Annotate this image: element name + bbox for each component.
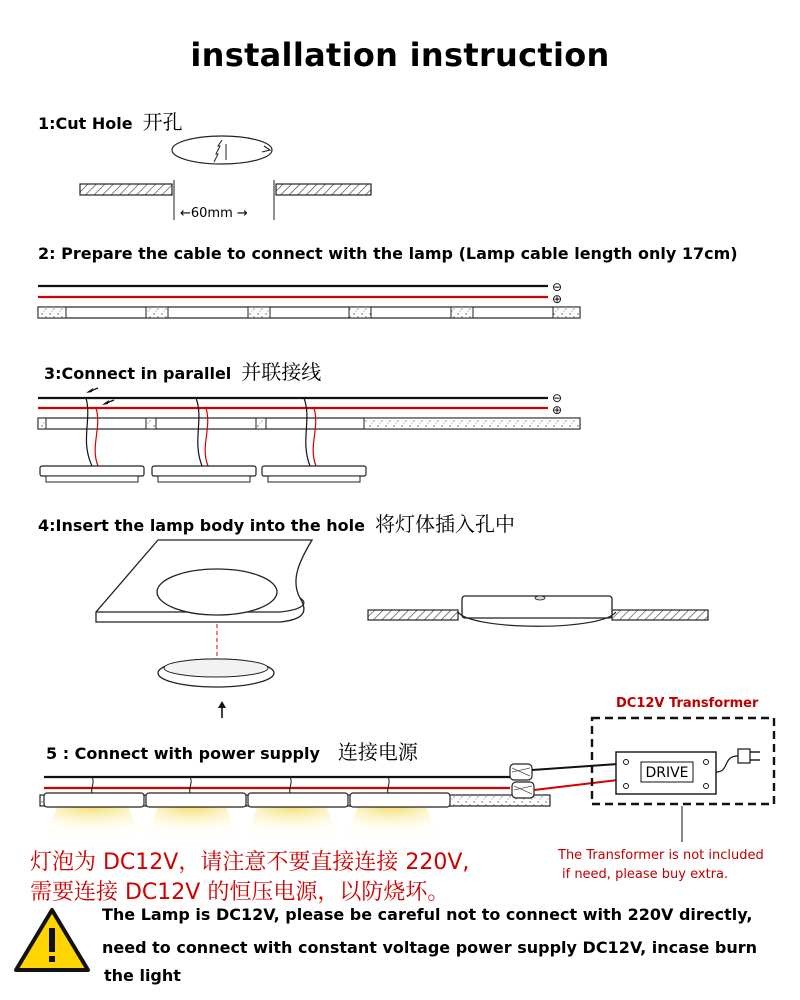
transformer-title: DC12V Transformer xyxy=(616,696,759,711)
minus-symbol: ⊖ xyxy=(552,391,563,405)
lamp-puck xyxy=(44,793,144,807)
step5-power-diagram xyxy=(40,718,774,842)
cable-strip xyxy=(38,307,580,318)
plug-icon xyxy=(738,749,750,763)
board-right-section xyxy=(276,184,371,195)
board-left-section xyxy=(80,184,172,195)
lamp-puck xyxy=(152,466,256,482)
page-title: installation instruction xyxy=(190,36,610,74)
lamp-puck xyxy=(350,793,450,807)
step1-cut-hole-diagram xyxy=(80,136,371,221)
step4-label: 4:Insert the lamp body into the hole xyxy=(38,516,365,535)
step3-cn-label: 并联接线 xyxy=(241,360,322,384)
step3-label: 3:Connect in parallel xyxy=(44,364,232,383)
step5-cn-label: 连接电源 xyxy=(337,740,418,764)
lamp-puck xyxy=(40,466,144,482)
en-warning-line1: The Lamp is DC12V, please be careful not to connect with 220V directly, xyxy=(102,905,753,924)
step4-insert-diagram xyxy=(96,540,708,718)
step4-cn-label: 将灯体插入孔中 xyxy=(374,512,515,536)
transformer-note-line2: if need, please buy extra. xyxy=(562,867,729,882)
cn-warning-line2: 需要连接 DC12V 的恒压电源，以防烧坏。 xyxy=(30,880,450,905)
hole-dimension-label: ←60mm → xyxy=(180,206,248,221)
plus-symbol: ⊕ xyxy=(552,292,563,306)
step2-cable-diagram xyxy=(38,280,580,318)
lamp-puck xyxy=(248,793,348,807)
cn-warning-line1: 灯泡为 DC12V，请注意不要直接连接 220V, xyxy=(30,850,470,875)
transformer-note-line1: The Transformer is not included xyxy=(558,848,764,863)
step2-label: 2: Prepare the cable to connect with the lamp (Lamp cable length only 17cm) xyxy=(38,244,738,263)
lamp-puck xyxy=(262,466,366,482)
plus-symbol: ⊕ xyxy=(552,403,563,417)
minus-symbol: ⊖ xyxy=(552,280,563,294)
en-warning-line2: need to connect with constant voltage power supply DC12V, incase burn xyxy=(102,938,758,957)
step3-parallel-diagram xyxy=(38,388,580,482)
en-warning-line3: the light xyxy=(104,966,181,985)
drive-label: DRIVE xyxy=(645,765,689,781)
warning-icon xyxy=(16,910,88,970)
step1-cn-label: 开孔 xyxy=(142,110,183,134)
lamp-puck xyxy=(146,793,246,807)
step1-label: 1:Cut Hole xyxy=(38,114,133,133)
step5-label: 5 : Connect with power supply xyxy=(46,744,320,763)
countertop-hole xyxy=(157,569,277,615)
